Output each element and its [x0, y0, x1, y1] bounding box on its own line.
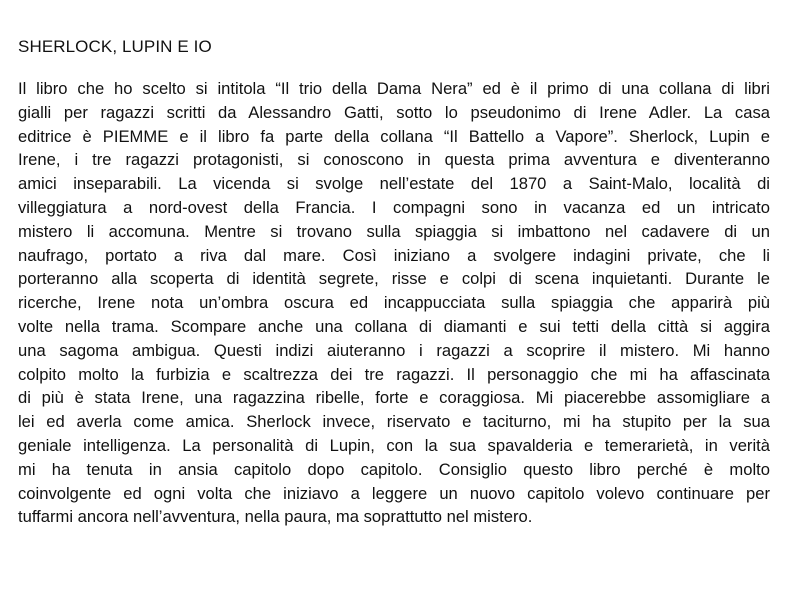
body-line: geniale intelligenza. La personalità di Lupin, con la sua spavalderia e temerarietà, in verità: [18, 435, 770, 455]
document-body: [18, 77, 770, 529]
body-line: ricerche, Irene nota un’ombra oscura ed incappucciata sulla spiaggia che apparirà più: [18, 293, 770, 313]
body-line: Irene, i tre ragazzi protagonisti, si conoscono in questa prima avventura e diventeranno: [18, 150, 770, 170]
body-line: naufrago, portato a riva dal mare. Così iniziano a svolgere indagini private, che li: [18, 245, 770, 265]
body-line: coinvolgente ed ogni volta che iniziavo a leggere un nuovo capitolo volevo continuare per: [18, 483, 770, 503]
body-line: volte nella trama. Scompare anche una collana di diamanti e sui tetti della città si aggira: [18, 316, 770, 336]
body-line: tuffarmi ancora nell’avventura, nella paura, ma soprattutto nel mistero.: [18, 507, 533, 527]
body-line: lei ed averla come amica. Sherlock invece, riservato e taciturno, mi ha stupito per la sua: [18, 412, 770, 432]
body-line: una sagoma ambigua. Questi indizi aiuteranno i ragazzi a scoprire il mistero. Mi hanno: [18, 340, 770, 360]
body-line: amici inseparabili. La vicenda si svolge nell’estate del 1870 a Saint-Malo, località di: [18, 174, 770, 194]
body-line: porteranno alla scoperta di identità segrete, risse e colpi di scena inquietanti. Durante le: [18, 269, 770, 289]
body-line: di più è stata Irene, una ragazzina ribelle, forte e coraggiosa. Mi piacerebbe assomigliare a: [18, 388, 770, 408]
body-line: villeggiatura a nord-ovest della Francia. I compagni sono in vacanza ed un intricato: [18, 197, 770, 217]
body-line: mistero li accomuna. Mentre si trovano sulla spiaggia si imbattono nel cadavere di un: [18, 221, 770, 241]
body-line: colpito molto la furbizia e scaltrezza dei tre ragazzi. Il personaggio che mi ha affascinata: [18, 364, 770, 384]
document-title: SHERLOCK, LUPIN E IO: [18, 37, 212, 56]
body-line: gialli per ragazzi scritti da Alessandro Gatti, sotto lo pseudonimo di Irene Adler. La casa: [18, 102, 770, 122]
body-line: Il libro che ho scelto si intitola “Il trio della Dama Nera” ed è il primo di una collana di libri: [18, 79, 770, 98]
body-line: mi ha tenuta in ansia capitolo dopo capitolo. Consiglio questo libro perché è molto: [18, 459, 770, 479]
body-line: editrice è PIEMME e il libro fa parte della collana “Il Battello a Vapore”. Sherlock, Lupin e: [18, 126, 770, 146]
